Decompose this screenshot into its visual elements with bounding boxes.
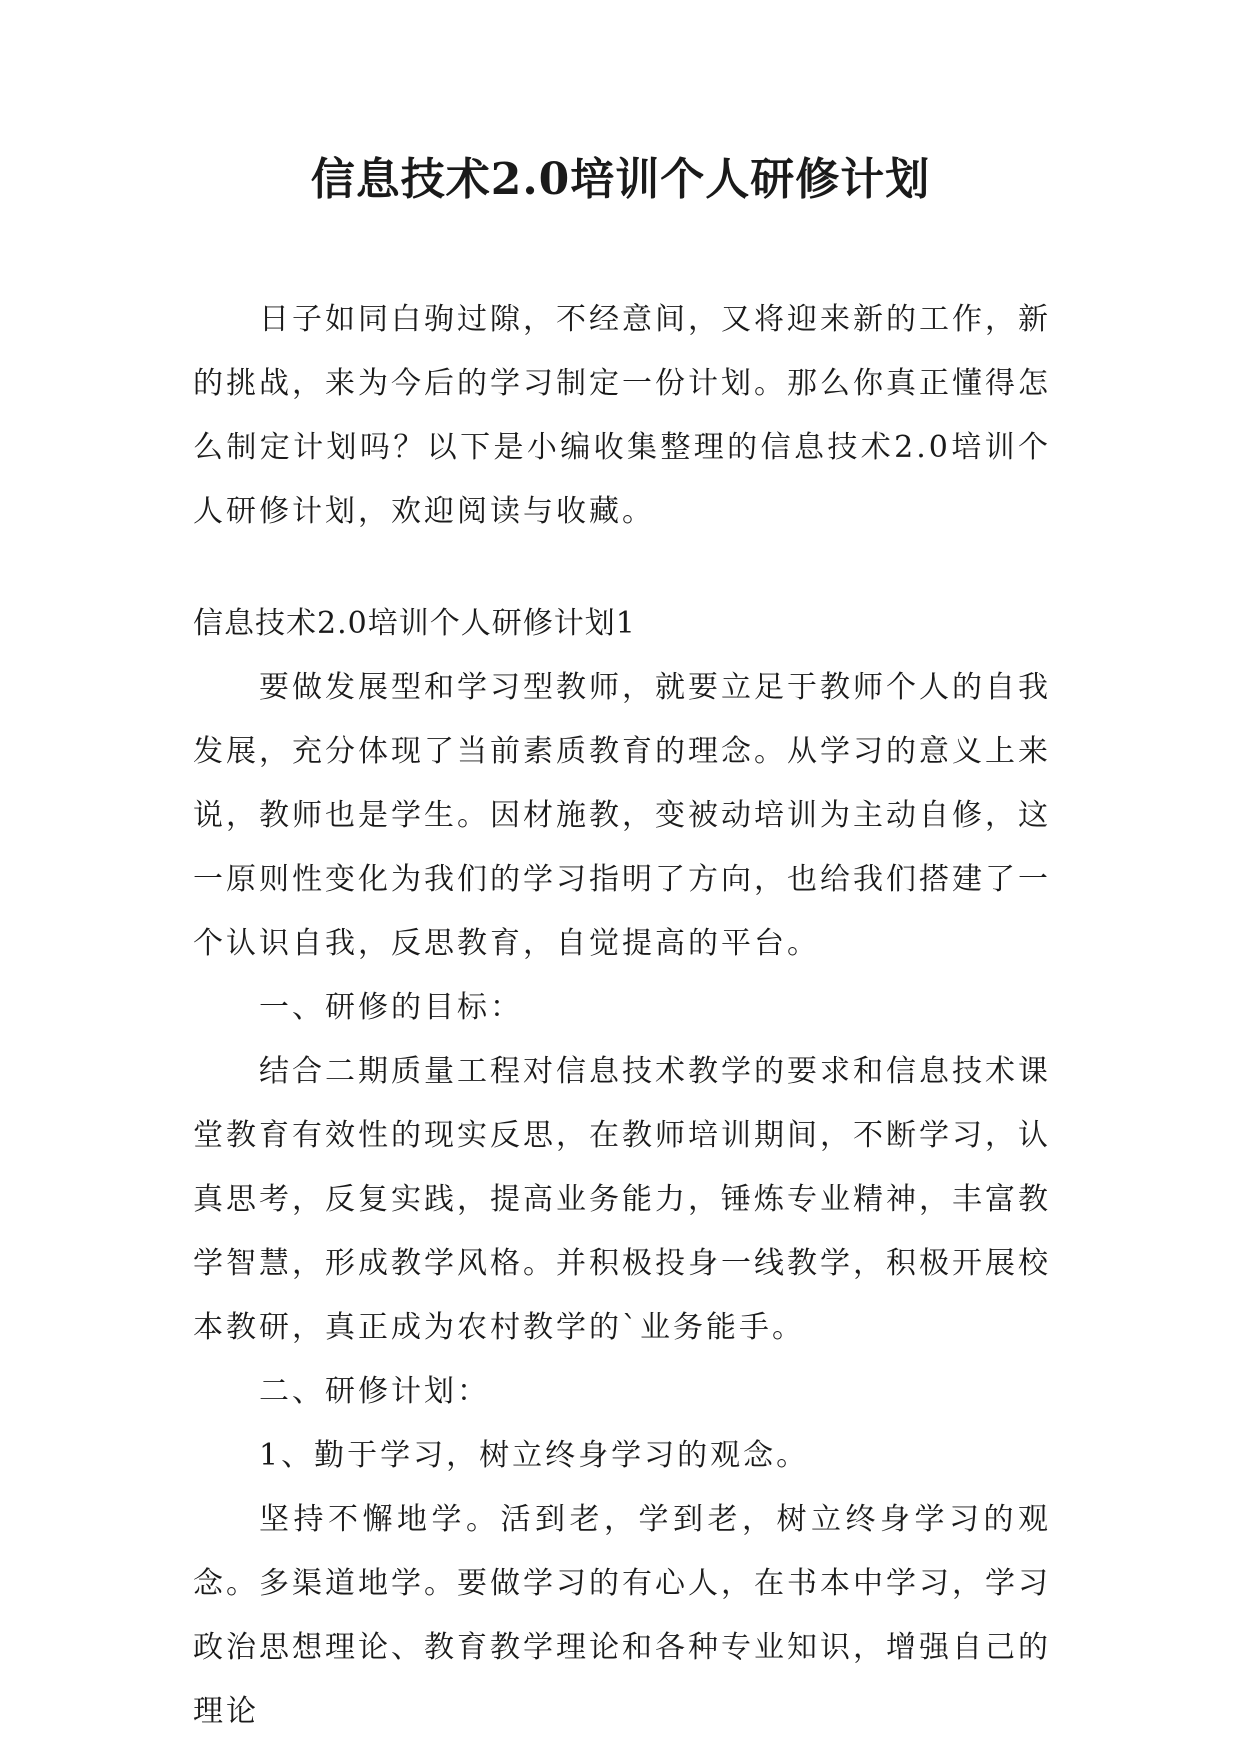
plan-item-1: 1、勤于学习，树立终身学习的观念。 — [259, 1438, 810, 1473]
body-paragraph: 要做发展型和学习型教师，就要立足于教师个人的自我发展，充分体现了当前素质教育的理念。从学习的意义上来说，教师也是学生。因材施教，变被动培训为主动自修，这一原则性变化为我们的学习指明了方向，也给我们搭建了一个认识自我，反思教育，自觉提高的平台。 — [193, 670, 1051, 961]
body-paragraph: 坚持不懈地学。活到老，学到老，树立终身学习的观念。多渠道地学。要做学习的有心人，在书本中学习，学习政治思想理论、教育教学理论和各种专业知识，增强自己的理论 — [193, 1502, 1051, 1729]
heading-goals: 一、研修的目标： — [259, 990, 523, 1025]
document-body — [193, 288, 1051, 1744]
intro-paragraph: 日子如同白驹过隙，不经意间，又将迎来新的工作，新的挑战，来为今后的学习制定一份计划。那么你真正懂得怎么制定计划吗？以下是小编收集整理的信息技术2.0培训个人研修计划，欢迎阅读与收藏。 — [193, 302, 1051, 529]
document-title: 信息技术2.0培训个人研修计划 — [310, 154, 931, 205]
section-title: 信息技术2.0培训个人研修计划1 — [193, 606, 636, 641]
heading-plan: 二、研修计划： — [259, 1374, 490, 1409]
paragraph-gap — [193, 544, 1051, 592]
body-paragraph: 结合二期质量工程对信息技术教学的要求和信息技术课堂教育有效性的现实反思，在教师培训期间，不断学习，认真思考，反复实践，提高业务能力，锤炼专业精神，丰富教学智慧，形成教学风格。并积极投身一线教学，积极开展校本教研，真正成为农村教学的`业务能手。 — [193, 1054, 1051, 1345]
